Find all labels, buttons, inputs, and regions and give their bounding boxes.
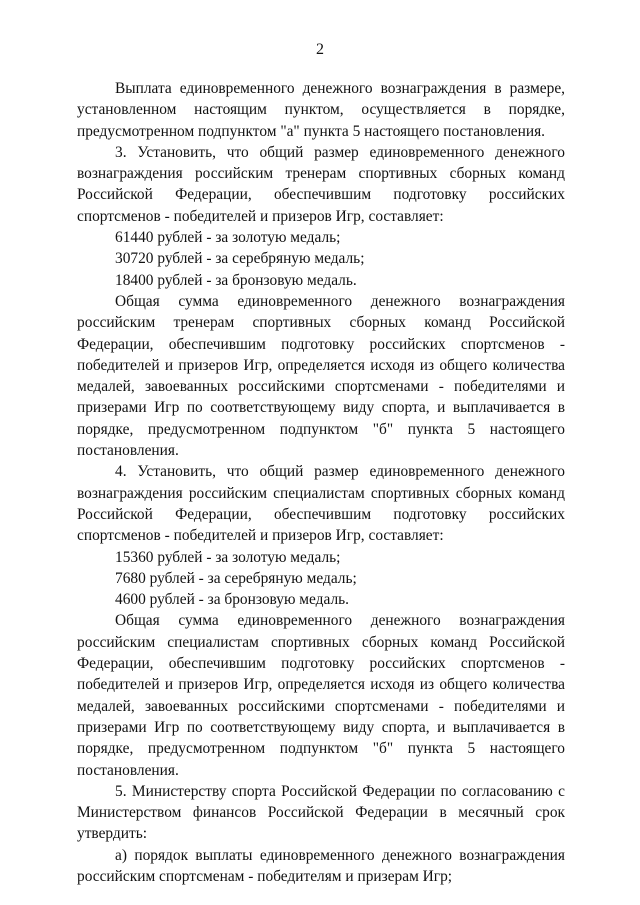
- paragraph-payment-procedure: Выплата единовременного денежного вознаграждения в размере, установленном настоящим пунктом, осуществляется в порядке, предусмотренном подпунктом "а" пункта 5 настоящего постановления.: [77, 80, 565, 140]
- specialists-gold-amount: 15360 рублей - за золотую медаль;: [115, 548, 341, 566]
- specialists-bronze-amount: 4600 рублей - за бронзовую медаль.: [115, 591, 350, 609]
- coaches-gold-amount: 61440 рублей - за золотую медаль;: [115, 229, 341, 247]
- paragraph-specialists-total: Общая сумма единовременного денежного вознаграждения российским специалистам спортивных сборных команд Российской Федерации, обеспечившим подготовку российских спортсменов - победителей и призеров Игр, определяется исходя из общего количества медалей, завоеванных российскими спортсменами - победителями и призерами Игр по соответствующему виду спорта, и выплачивается в порядке, предусмотренном подпунктом "б" пункта 5 настоящего постановления.: [77, 612, 565, 779]
- paragraph-4-specialists-reward: 4. Установить, что общий размер единовременного денежного вознаграждения российским специалистам спортивных сборных команд Российской Федерации, обеспечившим подготовку российских спортсменов - победителей и призеров Игр, составляет:: [77, 463, 565, 545]
- coaches-bronze-amount: 18400 рублей - за бронзовую медаль.: [115, 271, 357, 289]
- document-body: [77, 78, 565, 887]
- paragraph-5a-procedure: а) порядок выплаты единовременного денежного вознаграждения российским спортсменам - победителям и призерам Игр;: [77, 846, 565, 885]
- paragraph-3-coaches-reward: 3. Установить, что общий размер единовременного денежного вознаграждения российским тренерам спортивных сборных команд Российской Федерации, обеспечившим подготовку российских спортсменов - победителей и призеров Игр, составляет:: [77, 143, 565, 225]
- specialists-silver-amount: 7680 рублей - за серебряную медаль;: [115, 569, 357, 587]
- coaches-silver-amount: 30720 рублей - за серебряную медаль;: [115, 250, 365, 268]
- paragraph-5-ministry: 5. Министерству спорта Российской Федерации по согласованию с Министерством финансов Российской Федерации в месячный срок утвердить:: [77, 782, 565, 843]
- page-number: 2: [316, 41, 324, 58]
- paragraph-coaches-total: Общая сумма единовременного денежного вознаграждения российским тренерам спортивных сборных команд Российской Федерации, обеспечившим подготовку российских спортсменов - победителей и призеров Игр, определяется исходя из общего количества медалей, завоеванных российскими спортсменами - победителями и призерами Игр по соответствующему виду спорта, и выплачивается в порядке, предусмотренном подпунктом "б" пункта 5 настоящего постановления.: [77, 292, 565, 460]
